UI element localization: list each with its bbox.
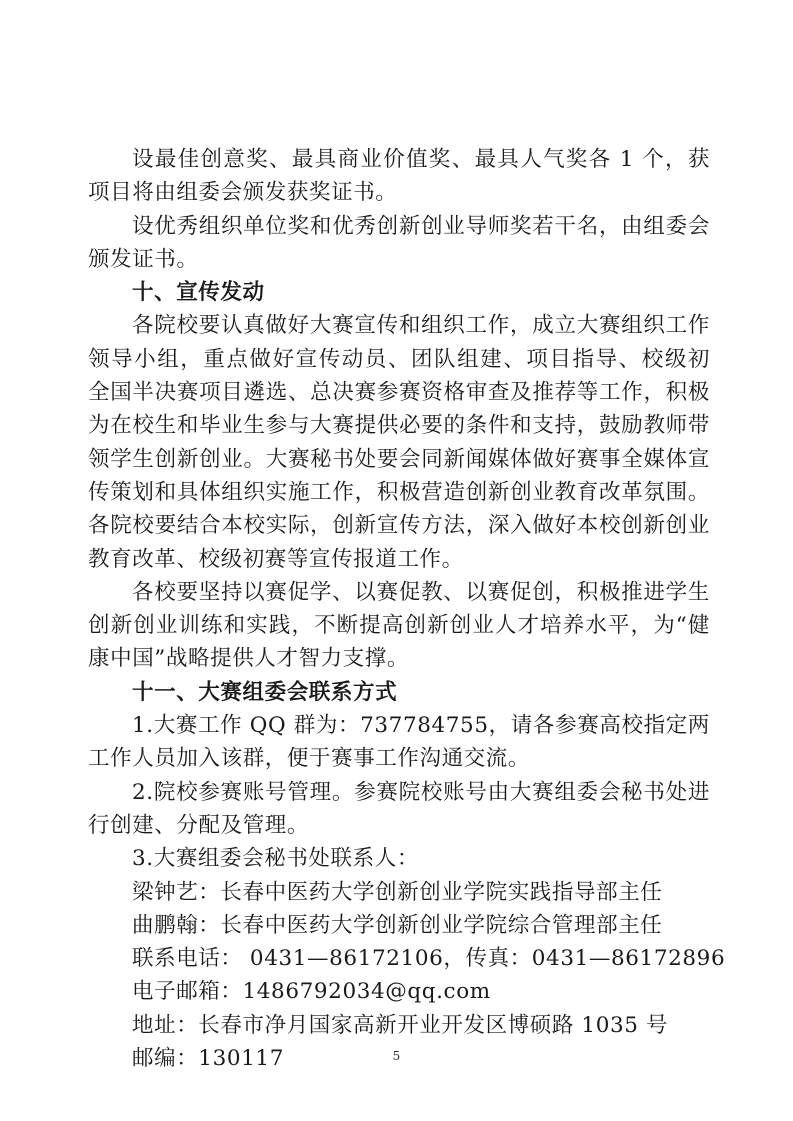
text-line: 曲鹏翰：长春中医药大学创新创业学院综合管理部主任 xyxy=(132,912,663,938)
body-text xyxy=(88,143,726,1075)
text-line: 领导小组，重点做好宣传动员、团队组建、项目指导、校级初 xyxy=(88,346,710,372)
text-line: 颁发证书。 xyxy=(88,246,199,272)
text-line: 电子邮箱：1486792034@qq.com xyxy=(132,979,491,1005)
text-line: 1.大赛工作 QQ 群为：737784755，请各参赛高校指定两 xyxy=(132,713,710,739)
text-line: 2.院校参赛账号管理。参赛院校账号由大赛组委会秘书处进 xyxy=(132,779,710,805)
text-line: 设最佳创意奖、最具商业价值奖、最具人气奖各 1 个，获 xyxy=(132,147,710,172)
text-line: 康中国”战略提供人才智力支撑。 xyxy=(88,646,409,672)
text-line: 全国半决赛项目遴选、总决赛参赛资格审查及推荐等工作，积极 xyxy=(88,380,710,406)
text-line: 工作人员加入该群，便于赛事工作沟通交流。 xyxy=(88,746,531,772)
text-line: 设优秀组织单位奖和优秀创新创业导师奖若干名，由组委会 xyxy=(132,213,710,239)
text-line: 3.大赛组委会秘书处联系人： xyxy=(132,846,419,872)
text-line: 传策划和具体组织实施工作，积极营造创新创业教育改革氛围。 xyxy=(88,479,710,505)
text-line: 教育改革、校级初赛等宣传报道工作。 xyxy=(88,546,464,572)
page-number: 5 xyxy=(392,1049,401,1063)
text-line: 各院校要结合本校实际，创新宣传方法，深入做好本校创新创业 xyxy=(88,513,710,539)
text-line: 各校要坚持以赛促学、以赛促教、以赛促创，积极推进学生 xyxy=(132,579,710,605)
text-line: 为在校生和毕业生参与大赛提供必要的条件和支持，鼓励教师带 xyxy=(88,413,710,439)
text-line: 邮编：130117 xyxy=(132,1046,284,1072)
text-line: 项目将由组委会颁发获奖证书。 xyxy=(88,180,398,206)
text-line: 创新创业训练和实践，不断提高创新创业人才培养水平，为“健 xyxy=(88,613,710,639)
text-line: 梁钟艺：长春中医药大学创新创业学院实践指导部主任 xyxy=(132,879,663,905)
section-heading: 十一、大赛组委会联系方式 xyxy=(132,679,398,705)
text-line: 联系电话： 0431—86172106，传真：0431—86172896 xyxy=(132,946,726,972)
text-line: 各院校要认真做好大赛宣传和组织工作，成立大赛组织工作 xyxy=(132,313,710,339)
text-line: 领学生创新创业。大赛秘书处要会同新闻媒体做好赛事全媒体宣 xyxy=(88,446,710,472)
text-line: 行创建、分配及管理。 xyxy=(88,812,310,838)
section-heading: 十、宣传发动 xyxy=(132,280,265,306)
text-line: 地址：长春市净月国家高新开业开发区博硕路 1035 号 xyxy=(132,1012,669,1038)
